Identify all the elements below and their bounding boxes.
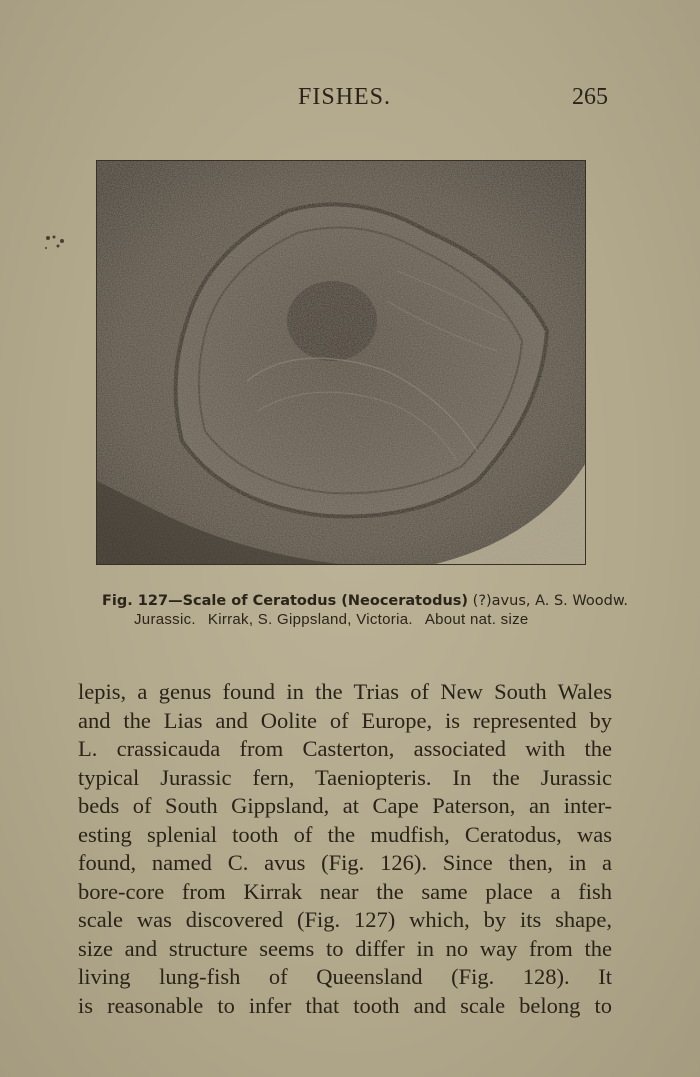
text-line: bore-core from Kirrak near the same place a fish bbox=[78, 878, 612, 904]
text-line: and the Lias and Oolite of Europe, is represented by bbox=[78, 707, 612, 733]
figure-caption-age: Jurassic. bbox=[134, 611, 196, 628]
figure-caption-label: Fig. 127—Scale of Ceratodus (Neoceratodus) bbox=[102, 593, 469, 609]
text-line: size and structure seems to differ in no way from the bbox=[78, 935, 612, 961]
figure-caption-line-1 bbox=[102, 593, 628, 609]
figure-caption-line-2 bbox=[134, 611, 529, 628]
body-paragraph bbox=[78, 678, 612, 1020]
page-number: 265 bbox=[572, 84, 608, 110]
text-line: esting splenial tooth of the mudfish, Ceratodus, was bbox=[78, 821, 612, 847]
running-header-title: FISHES. bbox=[298, 84, 392, 110]
text-line: lepis, a genus found in the Trias of New South Wales bbox=[78, 679, 612, 704]
figure-caption-locality: Kirrak, S. Gippsland, Victoria. bbox=[207, 611, 413, 628]
text-line: L. crassicauda from Casterton, associated with the bbox=[78, 736, 612, 761]
text-line: is reasonable to infer that tooth and scale belong to bbox=[78, 992, 612, 1018]
text-line: found, named C. avus (Fig. 126). Since then, in a bbox=[78, 850, 612, 875]
text-line: beds of South Gippsland, at Cape Paterson, an inter- bbox=[78, 793, 612, 818]
text-line: scale was discovered (Fig. 127) which, by its shape, bbox=[78, 907, 612, 932]
fossil-scale-photo bbox=[96, 160, 586, 565]
text-line: living lung-fish of Queensland (Fig. 128). It bbox=[78, 964, 612, 989]
fossil-scale-image bbox=[97, 161, 586, 565]
figure-caption-species: (?)avus, A. S. Woodw. bbox=[468, 593, 628, 609]
text-line: typical Jurassic fern, Taeniopteris. In the Jurassic bbox=[78, 764, 612, 790]
figure-caption-size: About nat. size bbox=[424, 611, 529, 628]
page-smudge bbox=[40, 232, 70, 254]
